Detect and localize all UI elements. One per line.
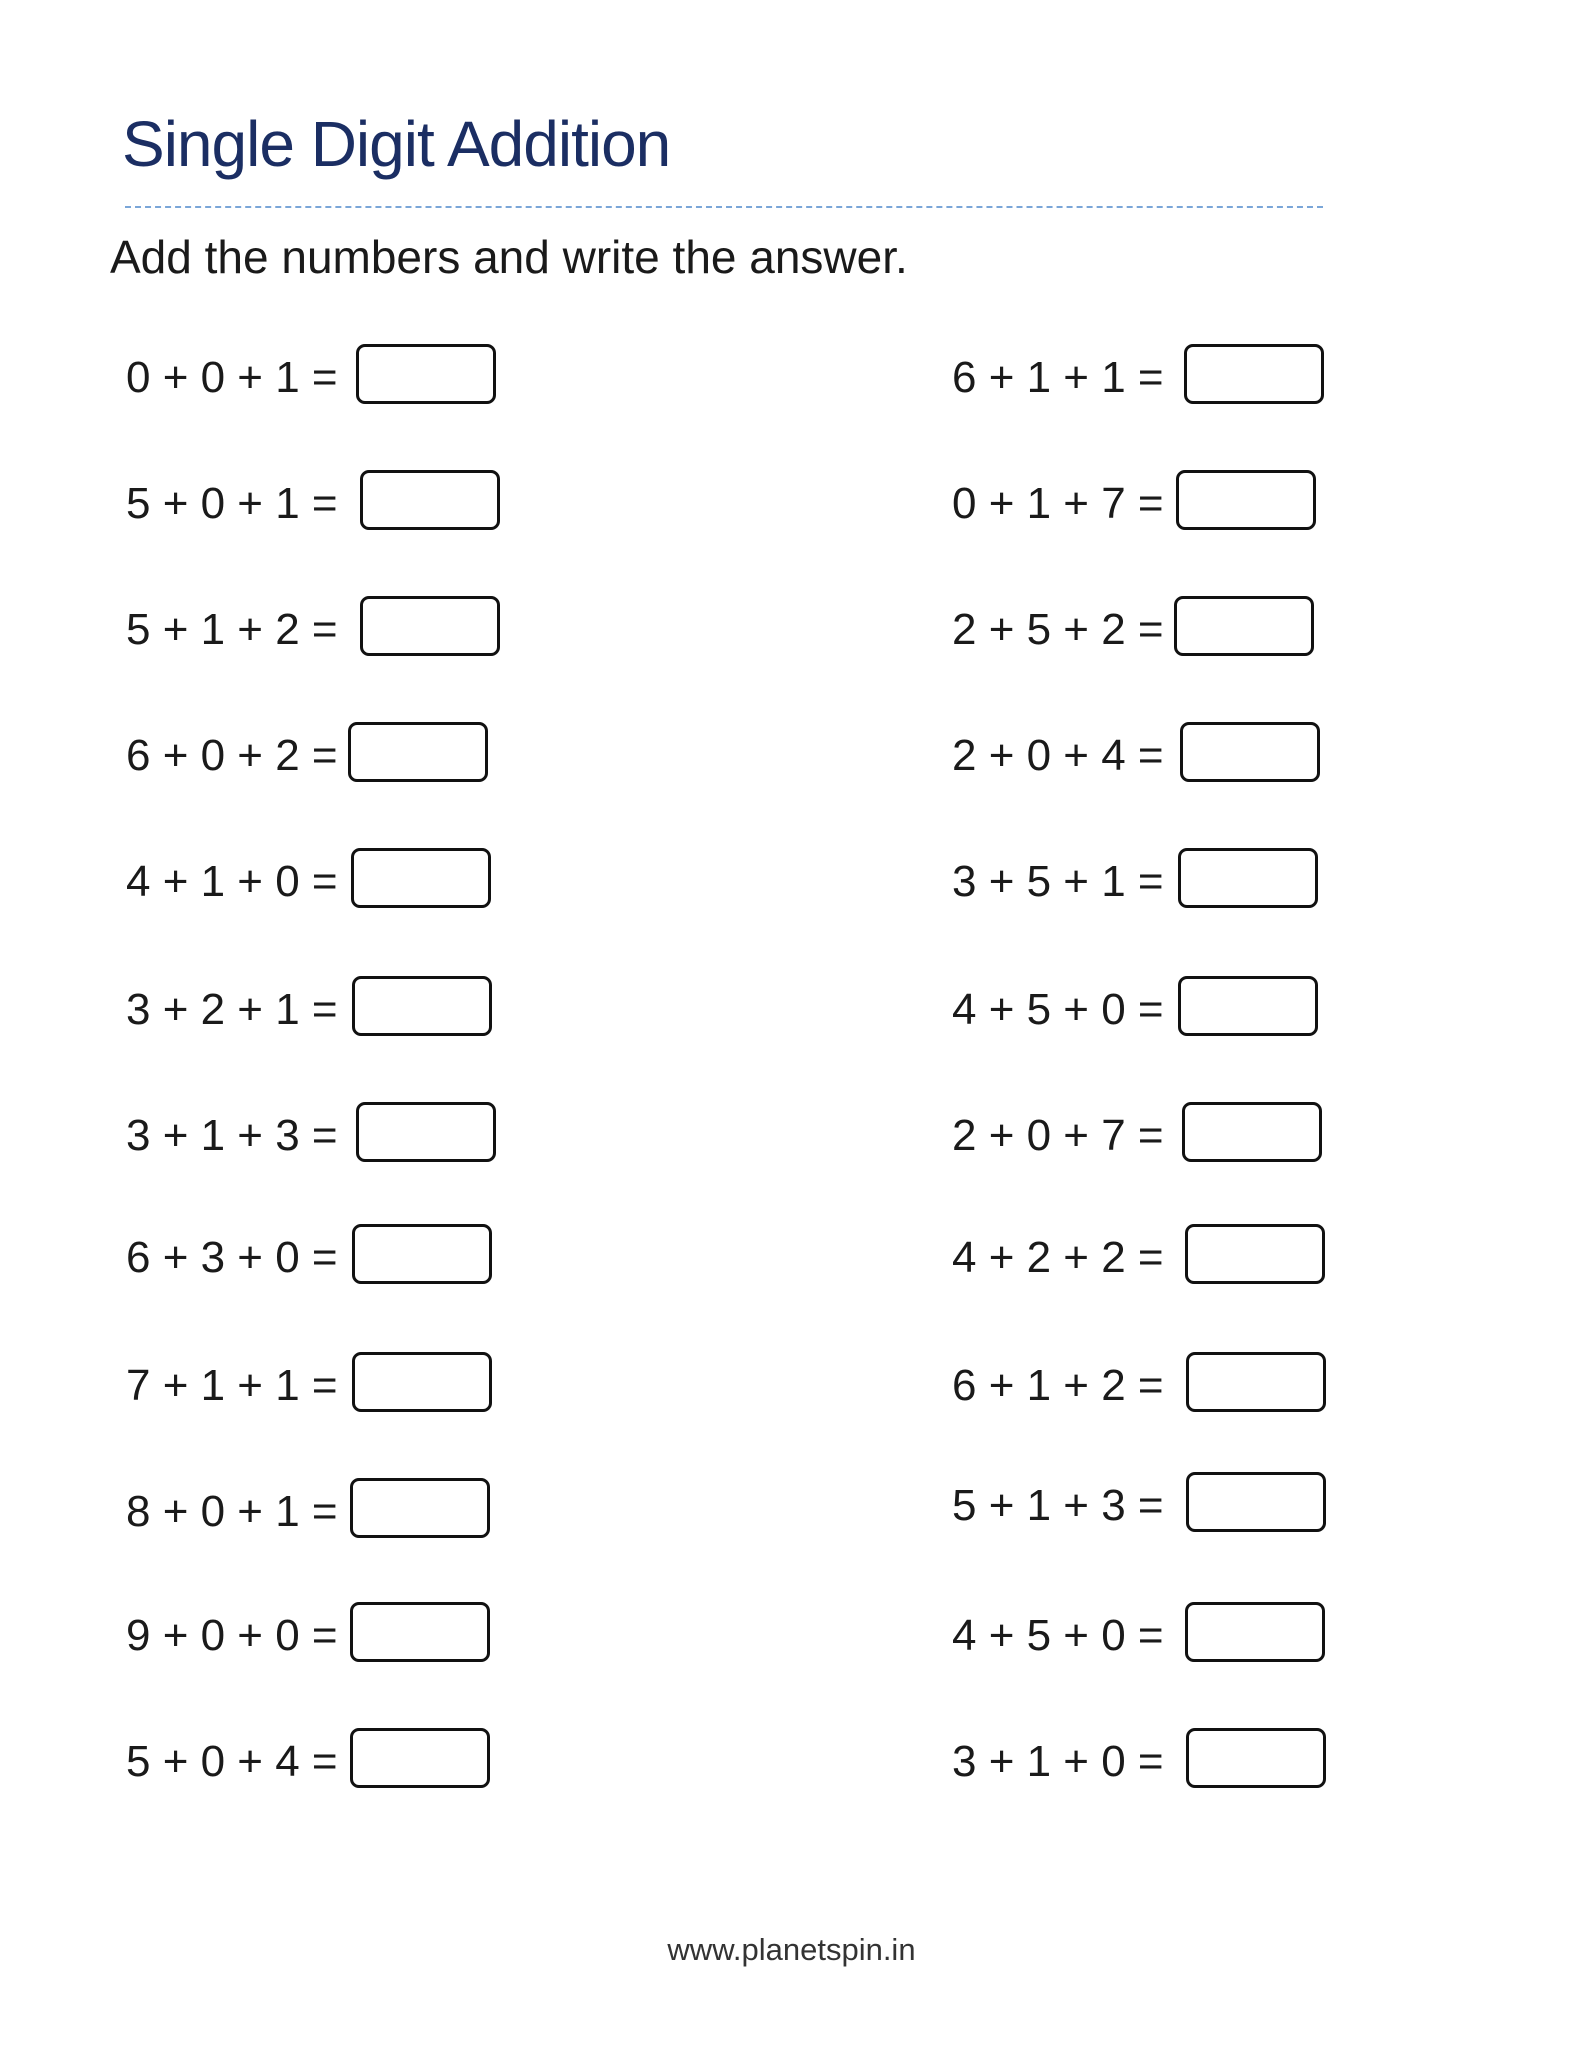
answer-box[interactable] (1178, 976, 1318, 1036)
answer-box[interactable] (1174, 596, 1314, 656)
answer-box[interactable] (356, 344, 496, 404)
problem-item (952, 850, 1164, 914)
instructions-text: Add the numbers and write the answer. (110, 231, 908, 283)
problem-item (126, 1104, 338, 1168)
problem-item (126, 1354, 338, 1418)
problem-expression: 0 + 0 + 1 = (126, 353, 338, 402)
problem-item (126, 598, 338, 662)
problem-item (126, 346, 338, 410)
problem-expression: 8 + 0 + 1 = (126, 1487, 338, 1536)
problem-expression: 0 + 1 + 7 = (952, 479, 1164, 528)
answer-box[interactable] (1178, 848, 1318, 908)
problem-expression: 3 + 2 + 1 = (126, 985, 338, 1034)
problem-expression: 3 + 1 + 0 = (952, 1737, 1164, 1786)
problem-expression: 2 + 0 + 4 = (952, 731, 1164, 780)
answer-box[interactable] (1184, 344, 1324, 404)
problem-item (952, 1604, 1164, 1668)
problem-item (952, 1226, 1164, 1290)
problem-item (952, 472, 1164, 536)
answer-box[interactable] (1185, 1224, 1325, 1284)
answer-box[interactable] (356, 1102, 496, 1162)
answer-box[interactable] (360, 470, 500, 530)
problem-expression: 5 + 1 + 2 = (126, 605, 338, 654)
problem-item (952, 1104, 1164, 1168)
problem-expression: 4 + 2 + 2 = (952, 1233, 1164, 1282)
answer-box[interactable] (350, 1728, 490, 1788)
problem-item (952, 978, 1164, 1042)
footer-website: www.planetspin.in (667, 1932, 916, 1967)
problem-expression: 4 + 5 + 0 = (952, 985, 1164, 1034)
problem-expression: 6 + 0 + 2 = (126, 731, 338, 780)
problem-expression: 5 + 0 + 1 = (126, 479, 338, 528)
problem-item (126, 724, 338, 788)
answer-box[interactable] (360, 596, 500, 656)
answer-box[interactable] (352, 976, 492, 1036)
problem-expression: 3 + 1 + 3 = (126, 1111, 338, 1160)
problem-item (126, 1226, 338, 1290)
problem-expression: 2 + 5 + 2 = (952, 605, 1164, 654)
answer-box[interactable] (350, 1602, 490, 1662)
problem-item (952, 1474, 1164, 1538)
problem-expression: 9 + 0 + 0 = (126, 1611, 338, 1660)
problem-item (126, 850, 338, 914)
answer-box[interactable] (1186, 1472, 1326, 1532)
answer-box[interactable] (348, 722, 488, 782)
problem-expression: 5 + 0 + 4 = (126, 1737, 338, 1786)
problem-expression: 5 + 1 + 3 = (952, 1481, 1164, 1530)
answer-box[interactable] (350, 1478, 490, 1538)
problem-item (952, 346, 1164, 410)
problem-expression: 6 + 3 + 0 = (126, 1233, 338, 1282)
problem-expression: 3 + 5 + 1 = (952, 857, 1164, 906)
answer-box[interactable] (1186, 1728, 1326, 1788)
problem-item (126, 1480, 338, 1544)
problem-expression: 2 + 0 + 7 = (952, 1111, 1164, 1160)
answer-box[interactable] (1185, 1602, 1325, 1662)
problem-item (126, 978, 338, 1042)
title-divider (125, 206, 1323, 208)
problem-expression: 7 + 1 + 1 = (126, 1361, 338, 1410)
worksheet-title: Single Digit Addition (122, 108, 671, 180)
problem-item (952, 598, 1164, 662)
problem-expression: 4 + 1 + 0 = (126, 857, 338, 906)
problem-item (952, 724, 1164, 788)
answer-box[interactable] (1180, 722, 1320, 782)
problem-item (126, 472, 338, 536)
answer-box[interactable] (352, 1352, 492, 1412)
problem-item (952, 1730, 1164, 1794)
answer-box[interactable] (352, 1224, 492, 1284)
answer-box[interactable] (1176, 470, 1316, 530)
problem-item (952, 1354, 1164, 1418)
answer-box[interactable] (351, 848, 491, 908)
problem-item (126, 1730, 338, 1794)
problem-item (126, 1604, 338, 1668)
problem-expression: 4 + 5 + 0 = (952, 1611, 1164, 1660)
answer-box[interactable] (1186, 1352, 1326, 1412)
problem-expression: 6 + 1 + 2 = (952, 1361, 1164, 1410)
answer-box[interactable] (1182, 1102, 1322, 1162)
problem-expression: 6 + 1 + 1 = (952, 353, 1164, 402)
